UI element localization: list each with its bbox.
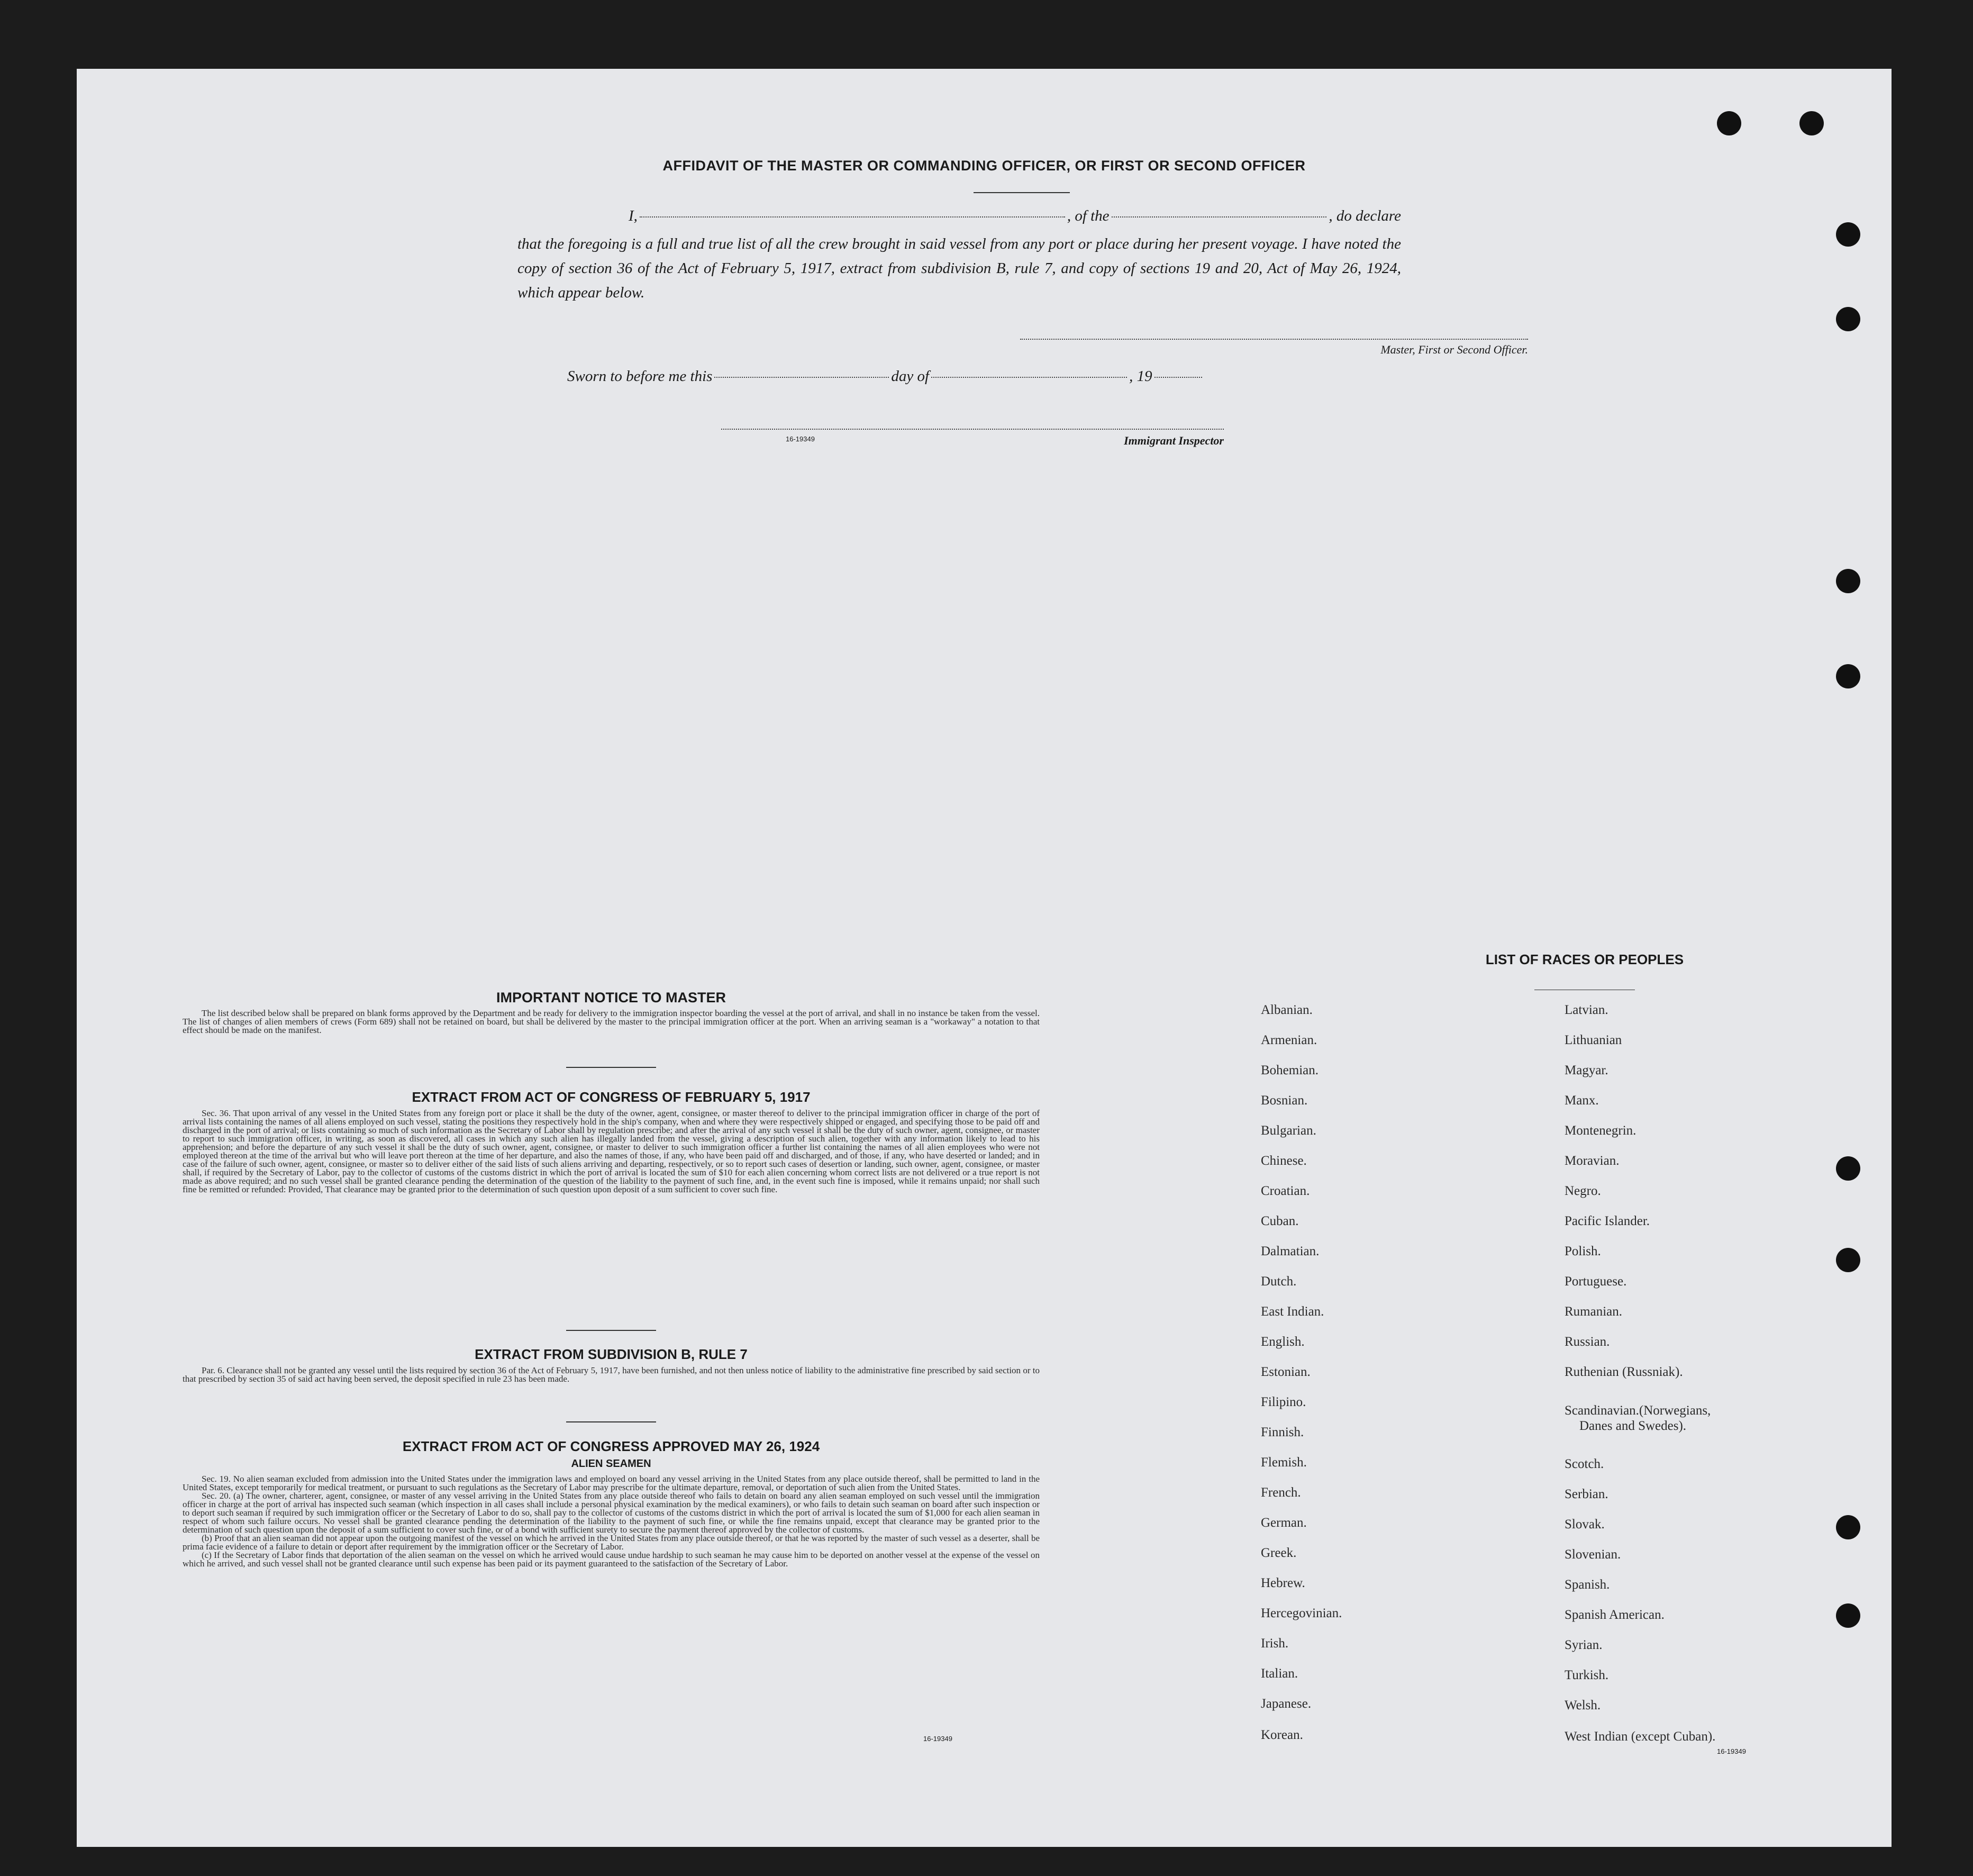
extract-1924-title: EXTRACT FROM ACT OF CONGRESS APPROVED MAY 26, 1924 — [402, 1438, 820, 1454]
punch-hole — [1836, 1156, 1860, 1181]
document-page — [77, 69, 1892, 1847]
race-item: Moravian. — [1565, 1154, 1620, 1168]
race-item: Scandinavian.(Norwegians, — [1565, 1403, 1711, 1418]
race-item: Lithuanian — [1565, 1033, 1622, 1047]
affidavit-title: AFFIDAVIT OF THE MASTER OR COMMANDING OFFICER, OR FIRST OR SECOND OFFICER — [662, 158, 1306, 174]
race-item: Albanian. — [1261, 1003, 1313, 1017]
extract-1924-text — [183, 1475, 1040, 1568]
race-item: Serbian. — [1565, 1487, 1608, 1501]
race-item: Syrian. — [1565, 1638, 1603, 1652]
sec20b-paragraph: (b) Proof that an alien seaman did not appear upon the outgoing manifest of the vessel on which he arrived in the United States from any place outside thereof, or that he was reported by the master of such vessel as a deserter, shall be prima facie evidence of a failure to detain or deport after requirement by the immigration officer or the Secretary of Labor. — [183, 1533, 1040, 1552]
notice-paragraph: The list described below shall be prepared on blank forms approved by the Department and be ready for delivery to the immigration inspector boarding the vessel at the port of arrival, and shall in no instance be taken from the vessel. The list of changes of alien members of crews (Form 689) shall not be retained on board, but shall be delivered by the master to the principal immigration officer at the port. When an arriving seaman is a "workaway" a notation to that effect should be made on the manifest. — [183, 1008, 1040, 1035]
affidavit-declaration-line — [517, 207, 1401, 225]
race-item: Portuguese. — [1565, 1274, 1627, 1289]
race-item: Croatian. — [1261, 1184, 1310, 1198]
race-item: Japanese. — [1261, 1697, 1312, 1711]
race-item: Finnish. — [1261, 1425, 1304, 1439]
race-item: Welsh. — [1565, 1698, 1601, 1712]
race-item: Polish. — [1565, 1244, 1601, 1258]
race-item: Armenian. — [1261, 1033, 1317, 1047]
divider — [566, 1067, 656, 1068]
race-item: Turkish. — [1565, 1668, 1609, 1682]
race-item: German. — [1261, 1516, 1307, 1530]
notice-text — [183, 1009, 1040, 1035]
race-item: Flemish. — [1261, 1455, 1307, 1470]
punch-hole — [1717, 111, 1741, 135]
notice-title: IMPORTANT NOTICE TO MASTER — [496, 990, 726, 1005]
master-signature-label: Master, First or Second Officer. — [1380, 343, 1528, 356]
sworn-day-blank[interactable] — [714, 377, 889, 378]
punch-hole — [1799, 111, 1824, 135]
punch-hole — [1836, 222, 1860, 247]
race-item: Danes and Swedes). — [1579, 1419, 1687, 1433]
race-item: Spanish. — [1565, 1578, 1610, 1592]
par6-paragraph: Par. 6. Clearance shall not be granted any vessel until the lists required by section 36 of the Act of February 5, 1917, have been furnished, and not then unless notice of liability to the administrative fine prescribed by said section or to that prescribed by section 35 of said act having been served, the deposit specified in rule 23 has been made. — [183, 1365, 1040, 1384]
punch-hole — [1836, 664, 1860, 688]
sec19-paragraph: Sec. 19. No alien seaman excluded from admission into the United States under the immigration laws and employed on board any vessel arriving in the United States from any place outside thereof, shall be permitted to land in the United States, except temporarily for medical treatment, or pursuant to such regulations as the Secretary of Labor may prescribe for the ultimate departure, removal, or deportation of such alien from the United States. — [183, 1474, 1040, 1492]
race-item: Slovenian. — [1565, 1547, 1621, 1562]
extract-rule7-text — [183, 1366, 1040, 1383]
sworn-line — [567, 368, 1308, 385]
race-item: East Indian. — [1261, 1304, 1324, 1319]
race-item: Bohemian. — [1261, 1063, 1319, 1077]
sworn-year-label: , 19 — [1129, 368, 1152, 385]
race-item: Chinese. — [1261, 1154, 1307, 1168]
race-item: Italian. — [1261, 1666, 1298, 1681]
punch-hole — [1836, 307, 1860, 331]
race-item: Montenegrin. — [1565, 1123, 1636, 1138]
race-item: Ruthenian (Russniak). — [1565, 1365, 1683, 1379]
races-title: LIST OF RACES OR PEOPLES — [1485, 951, 1684, 967]
extract-1917-text — [183, 1109, 1040, 1194]
punch-hole — [1836, 1248, 1860, 1272]
race-item: Hercegovinian. — [1261, 1606, 1342, 1620]
punch-hole — [1836, 1603, 1860, 1628]
sworn-year-blank[interactable] — [1154, 377, 1202, 378]
race-item: Pacific Islander. — [1565, 1214, 1650, 1228]
race-item: Magyar. — [1565, 1063, 1608, 1077]
race-item: Hebrew. — [1261, 1576, 1305, 1590]
race-item: Russian. — [1565, 1335, 1610, 1349]
sworn-prefix: Sworn to before me this — [567, 368, 713, 385]
affidavit-form-number: 16-19349 — [786, 435, 815, 443]
races-form-number: 16-19349 — [1717, 1747, 1746, 1755]
race-item: Korean. — [1261, 1728, 1303, 1742]
extract-1917-title: EXTRACT FROM ACT OF CONGRESS OF FEBRUARY 5, 1917 — [412, 1089, 811, 1105]
race-item: Scotch. — [1565, 1457, 1604, 1471]
race-item: Rumanian. — [1565, 1304, 1623, 1319]
race-item: Estonian. — [1261, 1365, 1311, 1379]
race-item: Dutch. — [1261, 1274, 1297, 1289]
punch-hole — [1836, 1515, 1860, 1539]
sworn-day-of-label: day of — [891, 368, 930, 385]
race-item: Greek. — [1261, 1546, 1297, 1560]
divider — [566, 1330, 656, 1331]
inspector-label: Immigrant Inspector — [1124, 434, 1224, 447]
sec20c-paragraph: (c) If the Secretary of Labor finds that deportation of the alien seaman on the vessel on which he arrived would cause undue hardship to such seaman he may cause him to be deported on another vessel at the expense of the vessel on which he arrived, and such vessel shall not be granted clearance until such expense has been paid or its payment guaranteed to the satisfaction of the Secretary of Labor. — [183, 1550, 1040, 1569]
race-item: Negro. — [1565, 1184, 1601, 1198]
sworn-month-blank[interactable] — [931, 377, 1127, 378]
extract-rule7-title: EXTRACT FROM SUBDIVISION B, RULE 7 — [475, 1346, 748, 1362]
race-item: West Indian (except Cuban). — [1565, 1729, 1716, 1744]
affidavit-paragraph: that the foregoing is a full and true list of all the crew brought in said vessel from any port or place during her present voyage. I have noted the copy of section 36 of the Act of February 5, 1917, extract from subdivision B, rule 7, and copy of sections 19 and 20, Act of May 26, 1924, which appear below. — [517, 235, 1401, 301]
race-item: Irish. — [1261, 1636, 1289, 1651]
alien-seamen-subtitle: ALIEN SEAMEN — [571, 1458, 651, 1470]
extract-form-number: 16-19349 — [923, 1735, 952, 1743]
inspector-signature-line[interactable] — [721, 429, 1224, 430]
affidavit-of-the-label: , of the — [1067, 207, 1110, 224]
sec20a-paragraph: Sec. 20. (a) The owner, charterer, agent, consignee, or master of any vessel arriving in the United States from any place outside thereof who fails to detain on board any alien seaman employed on such vessel until the immigration officer in charge at the port of arrival has inspected such seaman (which inspection in all cases shall include a personal physical examination by the medical examiners), or who fails to detain such seaman on board after such inspection or to deport such seaman if required by such immigration officer or the Secretary of Labor to do so, shall pay to the collector of customs of the customs district in which the port of arrival is located the sum of $1,000 for each alien seaman in respect of whom such failure occurs. No vessel shall be granted clearance pending the determination of the liability to the payment of such fine, or while the fine remains unpaid, except that clearance may be granted prior to the determination of such question upon the deposit of a sum sufficient to cover such fine, or of a bond with sufficient surety to secure the payment thereof approved by the collector of customs. — [183, 1491, 1040, 1535]
race-item: Cuban. — [1261, 1214, 1299, 1228]
master-signature-line[interactable] — [1020, 339, 1528, 340]
race-item: Filipino. — [1261, 1395, 1306, 1409]
affidavit-declare-label: , do declare — [1329, 207, 1401, 224]
divider — [566, 1421, 656, 1422]
race-item: Bosnian. — [1261, 1093, 1308, 1108]
race-item: Latvian. — [1565, 1003, 1608, 1017]
sec36-paragraph: Sec. 36. That upon arrival of any vessel in the United States from any foreign port or place it shall be the duty of the owner, agent, consignee, or master thereof to deliver to the principal immigration officer in charge of the port of arrival lists containing the names of all aliens employed on such vessel, stating the positions they respectively hold in the ship's company, when and where they were respectively shipped or engaged, and specifying those to be paid off and discharged in the port of arrival; or lists containing so much of such information as the Secretary of Labor shall by regulation prescribe; and after the arrival of any such vessel it shall be the duty of such owner, agent, consignee, or master to report to such immigration officer, in writing, as soon as discovered, all cases in which any such alien has illegally landed from the vessel, giving a description of such alien, together with any information likely to lead to his apprehension; and before the departure of any such vessel it shall be the duty of such owner, agent, consignee, or master to deliver to such immigration officer a further list containing the names of all alien employees who were not employed thereon at the time of the arrival but who will leave port thereon at the time of her departure, and also the names of those, if any, who have been paid off and discharged, and of those, if any, who have deserted or landed; and in case of the failure of such owner, agent, consignee, or master so to deliver either of the said lists of such aliens arriving and departing, respectively, or so to report such cases of desertion or landing, such owner, agent, consignee, or master shall, if required by the Secretary of Labor, pay to the collector of customs of the customs district in which the port of arrival is located the sum of $10 for each alien concerning whom correct lists are not delivered or a true report is not made as above required; and no such vessel shall be granted clearance pending the determination of the question of the liability to the payment of such fine, and, in the event such fine is imposed, while it remains unpaid; nor shall such fine be remitted or refunded: Provided, That clearance may be granted prior to the determination of such question upon deposit of a sum sufficient to cover such fine. — [183, 1108, 1040, 1194]
punch-hole — [1836, 569, 1860, 593]
name-blank[interactable] — [640, 216, 1065, 217]
race-item: Spanish American. — [1565, 1608, 1665, 1622]
race-item: French. — [1261, 1485, 1301, 1500]
race-item: Bulgarian. — [1261, 1123, 1316, 1138]
divider — [974, 192, 1070, 193]
race-item: Manx. — [1565, 1093, 1599, 1108]
affidavit-i-label: I, — [629, 207, 638, 224]
race-item: English. — [1261, 1335, 1305, 1349]
race-item: Slovak. — [1565, 1517, 1605, 1531]
vessel-name-blank[interactable] — [1112, 216, 1327, 217]
race-item: Dalmatian. — [1261, 1244, 1320, 1258]
